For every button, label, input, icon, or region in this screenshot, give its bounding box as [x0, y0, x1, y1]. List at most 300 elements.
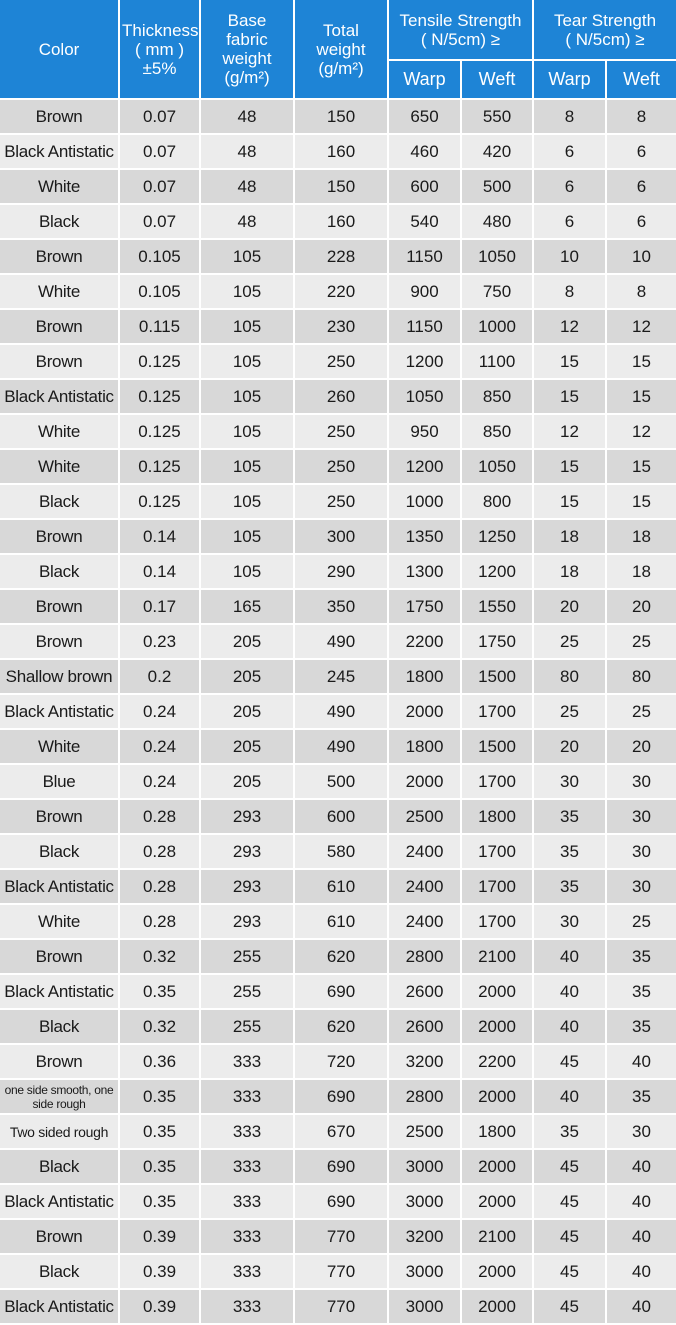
thickness-cell: 0.125	[120, 345, 201, 380]
tear-warp-cell: 35	[534, 870, 607, 905]
tear-warp-cell: 35	[534, 800, 607, 835]
color-cell: Black Antistatic	[0, 1290, 120, 1325]
tensile-weft-cell: 2000	[462, 975, 534, 1010]
total-weight-cell: 490	[295, 695, 389, 730]
tensile-weft-cell: 480	[462, 205, 534, 240]
base-weight-cell: 333	[201, 1185, 295, 1220]
thickness-cell: 0.35	[120, 1150, 201, 1185]
base-weight-cell: 105	[201, 520, 295, 555]
total-weight-column-header	[295, 0, 389, 100]
base-weight-cell: 205	[201, 625, 295, 660]
tear-weft-header: Weft	[607, 61, 676, 100]
tensile-warp-cell: 2500	[389, 800, 462, 835]
tensile-warp-cell: 2400	[389, 835, 462, 870]
tensile-weft-cell: 550	[462, 100, 534, 135]
thickness-cell: 0.39	[120, 1255, 201, 1290]
tensile-warp-cell: 1750	[389, 590, 462, 625]
color-cell: White	[0, 415, 120, 450]
total-weight-cell: 690	[295, 1080, 389, 1115]
tensile-weft-cell: 420	[462, 135, 534, 170]
total-weight-header-line: (g/m²)	[318, 58, 364, 78]
color-cell: Blue	[0, 765, 120, 800]
tensile-weft-cell: 1500	[462, 730, 534, 765]
tensile-weft-cell: 850	[462, 415, 534, 450]
tear-warp-cell: 45	[534, 1255, 607, 1290]
base-weight-header-line: weight	[222, 49, 272, 68]
tensile-weft-cell: 2000	[462, 1010, 534, 1045]
tear-weft-cell: 12	[607, 310, 676, 345]
color-cell: Brown	[0, 1045, 120, 1080]
tensile-warp-cell: 2800	[389, 1080, 462, 1115]
tensile-weft-cell: 1500	[462, 660, 534, 695]
color-cell: Brown	[0, 1220, 120, 1255]
color-cell: Black	[0, 205, 120, 240]
tensile-warp-cell: 1800	[389, 730, 462, 765]
table-row	[0, 1080, 676, 1115]
tensile-warp-cell: 3000	[389, 1150, 462, 1185]
thickness-cell: 0.07	[120, 205, 201, 240]
base-weight-cell: 105	[201, 450, 295, 485]
total-weight-cell: 228	[295, 240, 389, 275]
thickness-cell: 0.28	[120, 870, 201, 905]
color-cell: Brown	[0, 590, 120, 625]
tensile-warp-cell: 1200	[389, 450, 462, 485]
total-weight-cell: 230	[295, 310, 389, 345]
tear-strength-group-header	[534, 0, 676, 61]
thickness-header-line: Thickness	[122, 20, 199, 40]
thickness-cell: 0.35	[120, 1185, 201, 1220]
color-cell: Brown	[0, 800, 120, 835]
color-cell: Shallow brown	[0, 660, 120, 695]
tear-warp-cell: 6	[534, 135, 607, 170]
tensile-warp-cell: 2400	[389, 905, 462, 940]
tear-weft-cell: 30	[607, 835, 676, 870]
base-weight-cell: 105	[201, 415, 295, 450]
tensile-weft-cell: 2200	[462, 1045, 534, 1080]
thickness-cell: 0.28	[120, 835, 201, 870]
thickness-cell: 0.23	[120, 625, 201, 660]
total-weight-cell: 160	[295, 205, 389, 240]
color-cell: White	[0, 450, 120, 485]
total-weight-cell: 620	[295, 940, 389, 975]
thickness-cell: 0.24	[120, 765, 201, 800]
tear-warp-cell: 12	[534, 310, 607, 345]
thickness-cell: 0.105	[120, 240, 201, 275]
thickness-cell: 0.07	[120, 100, 201, 135]
tensile-warp-cell: 1800	[389, 660, 462, 695]
table-row	[0, 590, 676, 625]
tear-weft-cell: 35	[607, 975, 676, 1010]
base-weight-cell: 255	[201, 1010, 295, 1045]
tear-warp-cell: 15	[534, 450, 607, 485]
base-weight-cell: 293	[201, 905, 295, 940]
table-row	[0, 100, 676, 135]
table-row	[0, 485, 676, 520]
table-row	[0, 660, 676, 695]
base-weight-cell: 333	[201, 1220, 295, 1255]
tensile-weft-cell: 1250	[462, 520, 534, 555]
total-weight-cell: 250	[295, 450, 389, 485]
tear-header-line: ( N/5cm) ≥	[565, 29, 645, 49]
table-row	[0, 940, 676, 975]
table-row	[0, 555, 676, 590]
table-row	[0, 450, 676, 485]
tear-weft-cell: 8	[607, 275, 676, 310]
tensile-warp-cell: 2600	[389, 975, 462, 1010]
base-weight-cell: 293	[201, 835, 295, 870]
color-cell: Black Antistatic	[0, 380, 120, 415]
tear-weft-cell: 40	[607, 1185, 676, 1220]
base-weight-cell: 105	[201, 345, 295, 380]
total-weight-cell: 350	[295, 590, 389, 625]
base-weight-cell: 105	[201, 485, 295, 520]
tear-warp-cell: 40	[534, 1010, 607, 1045]
color-cell: one side smooth, one side rough	[0, 1080, 120, 1115]
tear-weft-cell: 6	[607, 135, 676, 170]
tensile-weft-cell: 750	[462, 275, 534, 310]
color-cell: White	[0, 730, 120, 765]
thickness-cell: 0.07	[120, 170, 201, 205]
total-weight-cell: 245	[295, 660, 389, 695]
base-weight-cell: 105	[201, 310, 295, 345]
table-row	[0, 310, 676, 345]
tear-warp-cell: 80	[534, 660, 607, 695]
tear-warp-cell: 35	[534, 1115, 607, 1150]
tear-warp-cell: 15	[534, 485, 607, 520]
color-cell: Black Antistatic	[0, 695, 120, 730]
tear-weft-cell: 30	[607, 870, 676, 905]
tear-weft-cell: 30	[607, 1115, 676, 1150]
thickness-header-line: ( mm )	[134, 39, 185, 59]
table-row	[0, 625, 676, 660]
tensile-warp-cell: 2200	[389, 625, 462, 660]
tear-weft-cell: 30	[607, 800, 676, 835]
tear-warp-header: Warp	[534, 61, 607, 100]
tear-warp-cell: 30	[534, 905, 607, 940]
thickness-cell: 0.35	[120, 975, 201, 1010]
tear-warp-cell: 45	[534, 1185, 607, 1220]
total-weight-header-line: weight	[316, 39, 366, 59]
thickness-cell: 0.2	[120, 660, 201, 695]
total-weight-cell: 290	[295, 555, 389, 590]
tensile-weft-cell: 1700	[462, 765, 534, 800]
tensile-warp-cell: 1200	[389, 345, 462, 380]
total-weight-cell: 220	[295, 275, 389, 310]
table-row	[0, 520, 676, 555]
tensile-weft-cell: 1700	[462, 870, 534, 905]
tensile-warp-cell: 2800	[389, 940, 462, 975]
thickness-cell: 0.125	[120, 380, 201, 415]
thickness-cell: 0.24	[120, 695, 201, 730]
tensile-weft-cell: 850	[462, 380, 534, 415]
table-row	[0, 1185, 676, 1220]
table-row	[0, 1290, 676, 1325]
tensile-weft-cell: 1800	[462, 800, 534, 835]
tear-warp-cell: 30	[534, 765, 607, 800]
base-weight-cell: 293	[201, 870, 295, 905]
table-row	[0, 800, 676, 835]
tear-weft-cell: 12	[607, 415, 676, 450]
tear-warp-cell: 6	[534, 170, 607, 205]
table-row	[0, 835, 676, 870]
color-cell: Black	[0, 485, 120, 520]
total-weight-cell: 610	[295, 905, 389, 940]
thickness-cell: 0.17	[120, 590, 201, 625]
tear-warp-cell: 25	[534, 625, 607, 660]
base-weight-cell: 205	[201, 660, 295, 695]
tear-weft-cell: 25	[607, 905, 676, 940]
table-row	[0, 415, 676, 450]
tensile-warp-cell: 2400	[389, 870, 462, 905]
tear-weft-cell: 20	[607, 590, 676, 625]
thickness-column-header	[120, 0, 201, 100]
tensile-weft-cell: 1800	[462, 1115, 534, 1150]
tensile-weft-cell: 2100	[462, 1220, 534, 1255]
tensile-weft-cell: 1050	[462, 450, 534, 485]
table-row	[0, 975, 676, 1010]
thickness-cell: 0.39	[120, 1220, 201, 1255]
tear-weft-cell: 18	[607, 520, 676, 555]
base-weight-cell: 105	[201, 275, 295, 310]
tear-weft-cell: 40	[607, 1290, 676, 1325]
total-weight-cell: 610	[295, 870, 389, 905]
base-weight-cell: 48	[201, 100, 295, 135]
base-weight-cell: 333	[201, 1045, 295, 1080]
total-weight-cell: 770	[295, 1255, 389, 1290]
thickness-cell: 0.32	[120, 940, 201, 975]
tensile-weft-cell: 500	[462, 170, 534, 205]
base-weight-cell: 205	[201, 765, 295, 800]
tear-weft-cell: 35	[607, 1080, 676, 1115]
total-weight-cell: 150	[295, 170, 389, 205]
tear-weft-cell: 35	[607, 940, 676, 975]
table-row	[0, 135, 676, 170]
tensile-warp-cell: 3000	[389, 1185, 462, 1220]
base-weight-cell: 48	[201, 135, 295, 170]
table-row	[0, 1220, 676, 1255]
color-cell: Black Antistatic	[0, 975, 120, 1010]
table-row	[0, 275, 676, 310]
tensile-warp-header: Warp	[389, 61, 462, 100]
color-cell: Brown	[0, 520, 120, 555]
table-row	[0, 380, 676, 415]
tensile-weft-cell: 2000	[462, 1080, 534, 1115]
tear-warp-cell: 45	[534, 1220, 607, 1255]
color-cell: Black	[0, 835, 120, 870]
tear-weft-cell: 40	[607, 1220, 676, 1255]
tensile-weft-header: Weft	[462, 61, 534, 100]
thickness-cell: 0.24	[120, 730, 201, 765]
thickness-cell: 0.32	[120, 1010, 201, 1045]
thickness-cell: 0.35	[120, 1115, 201, 1150]
color-cell: Brown	[0, 240, 120, 275]
tear-weft-cell: 30	[607, 765, 676, 800]
tear-warp-cell: 12	[534, 415, 607, 450]
table-body	[0, 100, 676, 1325]
total-weight-cell: 250	[295, 345, 389, 380]
thickness-cell: 0.14	[120, 555, 201, 590]
base-weight-cell: 105	[201, 555, 295, 590]
table-row	[0, 695, 676, 730]
tensile-weft-cell: 1700	[462, 695, 534, 730]
table-row	[0, 870, 676, 905]
color-cell: White	[0, 275, 120, 310]
color-cell: Black Antistatic	[0, 135, 120, 170]
table-row	[0, 345, 676, 380]
base-weight-cell: 105	[201, 240, 295, 275]
total-weight-cell: 670	[295, 1115, 389, 1150]
tensile-weft-cell: 1700	[462, 905, 534, 940]
base-weight-column-header	[201, 0, 295, 100]
thickness-cell: 0.28	[120, 800, 201, 835]
total-weight-cell: 250	[295, 485, 389, 520]
total-weight-cell: 690	[295, 1150, 389, 1185]
tear-header-line: Tear Strength	[553, 10, 657, 30]
total-weight-cell: 250	[295, 415, 389, 450]
tear-warp-cell: 40	[534, 940, 607, 975]
table-row	[0, 905, 676, 940]
base-weight-cell: 48	[201, 170, 295, 205]
table-row	[0, 730, 676, 765]
tear-weft-cell: 8	[607, 100, 676, 135]
tensile-header-line: Tensile Strength	[399, 10, 522, 30]
table-row	[0, 205, 676, 240]
tear-warp-cell: 15	[534, 380, 607, 415]
base-weight-cell: 333	[201, 1150, 295, 1185]
base-weight-header-line: Base	[227, 11, 267, 30]
tear-weft-cell: 25	[607, 695, 676, 730]
tear-warp-cell: 35	[534, 835, 607, 870]
tensile-weft-cell: 1550	[462, 590, 534, 625]
table-row	[0, 1150, 676, 1185]
tensile-warp-cell: 2500	[389, 1115, 462, 1150]
tear-weft-cell: 40	[607, 1150, 676, 1185]
total-weight-cell: 690	[295, 975, 389, 1010]
tensile-warp-cell: 1150	[389, 310, 462, 345]
tear-weft-cell: 6	[607, 170, 676, 205]
base-weight-cell: 255	[201, 940, 295, 975]
color-cell: Black	[0, 555, 120, 590]
tensile-weft-cell: 1700	[462, 835, 534, 870]
color-cell: Brown	[0, 100, 120, 135]
tear-warp-cell: 18	[534, 520, 607, 555]
color-cell: Black	[0, 1255, 120, 1290]
total-weight-cell: 600	[295, 800, 389, 835]
tensile-weft-cell: 1200	[462, 555, 534, 590]
tensile-weft-cell: 2000	[462, 1185, 534, 1220]
total-weight-cell: 150	[295, 100, 389, 135]
tear-weft-cell: 80	[607, 660, 676, 695]
tensile-warp-cell: 2600	[389, 1010, 462, 1045]
tear-warp-cell: 8	[534, 275, 607, 310]
base-weight-cell: 333	[201, 1115, 295, 1150]
tear-warp-cell: 20	[534, 730, 607, 765]
base-weight-cell: 333	[201, 1290, 295, 1325]
tear-warp-cell: 40	[534, 975, 607, 1010]
tear-warp-cell: 25	[534, 695, 607, 730]
tear-weft-cell: 15	[607, 380, 676, 415]
tensile-weft-cell: 1100	[462, 345, 534, 380]
tear-warp-cell: 15	[534, 345, 607, 380]
table-row	[0, 1255, 676, 1290]
total-weight-cell: 300	[295, 520, 389, 555]
table-row	[0, 1045, 676, 1080]
table-row	[0, 1115, 676, 1150]
tensile-warp-cell: 3200	[389, 1045, 462, 1080]
tensile-warp-cell: 3200	[389, 1220, 462, 1255]
tear-weft-cell: 15	[607, 485, 676, 520]
tear-weft-cell: 40	[607, 1255, 676, 1290]
tear-warp-cell: 20	[534, 590, 607, 625]
tear-weft-cell: 40	[607, 1045, 676, 1080]
tensile-strength-group-header	[389, 0, 534, 61]
tensile-warp-cell: 3000	[389, 1290, 462, 1325]
tear-weft-cell: 18	[607, 555, 676, 590]
thickness-cell: 0.115	[120, 310, 201, 345]
total-weight-cell: 620	[295, 1010, 389, 1045]
total-weight-cell: 260	[295, 380, 389, 415]
tear-warp-cell: 10	[534, 240, 607, 275]
thickness-cell: 0.07	[120, 135, 201, 170]
tensile-weft-cell: 2000	[462, 1150, 534, 1185]
color-cell: Brown	[0, 625, 120, 660]
total-weight-cell: 690	[295, 1185, 389, 1220]
color-cell: Brown	[0, 345, 120, 380]
tensile-warp-cell: 460	[389, 135, 462, 170]
tensile-warp-cell: 1050	[389, 380, 462, 415]
table-row	[0, 240, 676, 275]
tear-warp-cell: 45	[534, 1045, 607, 1080]
thickness-cell: 0.125	[120, 415, 201, 450]
tensile-warp-cell: 1000	[389, 485, 462, 520]
color-cell: Black	[0, 1010, 120, 1045]
total-weight-header-line: Total	[323, 20, 359, 40]
color-cell: Black Antistatic	[0, 870, 120, 905]
tear-weft-cell: 25	[607, 625, 676, 660]
total-weight-cell: 490	[295, 730, 389, 765]
color-cell: Black Antistatic	[0, 1185, 120, 1220]
tensile-warp-cell: 2000	[389, 695, 462, 730]
color-column-header: Color	[0, 0, 120, 100]
base-weight-header-line: (g/m²)	[224, 68, 270, 87]
tear-weft-cell: 35	[607, 1010, 676, 1045]
total-weight-cell: 720	[295, 1045, 389, 1080]
tear-warp-cell: 8	[534, 100, 607, 135]
thickness-cell: 0.125	[120, 485, 201, 520]
tensile-header-line: ( N/5cm) ≥	[420, 29, 501, 49]
total-weight-cell: 580	[295, 835, 389, 870]
base-weight-cell: 255	[201, 975, 295, 1010]
color-cell: White	[0, 905, 120, 940]
tensile-warp-cell: 540	[389, 205, 462, 240]
tear-weft-cell: 20	[607, 730, 676, 765]
base-weight-cell: 205	[201, 695, 295, 730]
tear-weft-cell: 6	[607, 205, 676, 240]
total-weight-cell: 770	[295, 1290, 389, 1325]
table-row	[0, 170, 676, 205]
color-cell: Brown	[0, 310, 120, 345]
tensile-warp-cell: 1350	[389, 520, 462, 555]
base-weight-cell: 333	[201, 1255, 295, 1290]
tensile-warp-cell: 1150	[389, 240, 462, 275]
tensile-warp-cell: 1300	[389, 555, 462, 590]
tear-warp-cell: 40	[534, 1080, 607, 1115]
total-weight-cell: 500	[295, 765, 389, 800]
color-cell: Black	[0, 1150, 120, 1185]
tear-warp-cell: 45	[534, 1290, 607, 1325]
table-header	[0, 0, 676, 100]
tear-warp-cell: 45	[534, 1150, 607, 1185]
